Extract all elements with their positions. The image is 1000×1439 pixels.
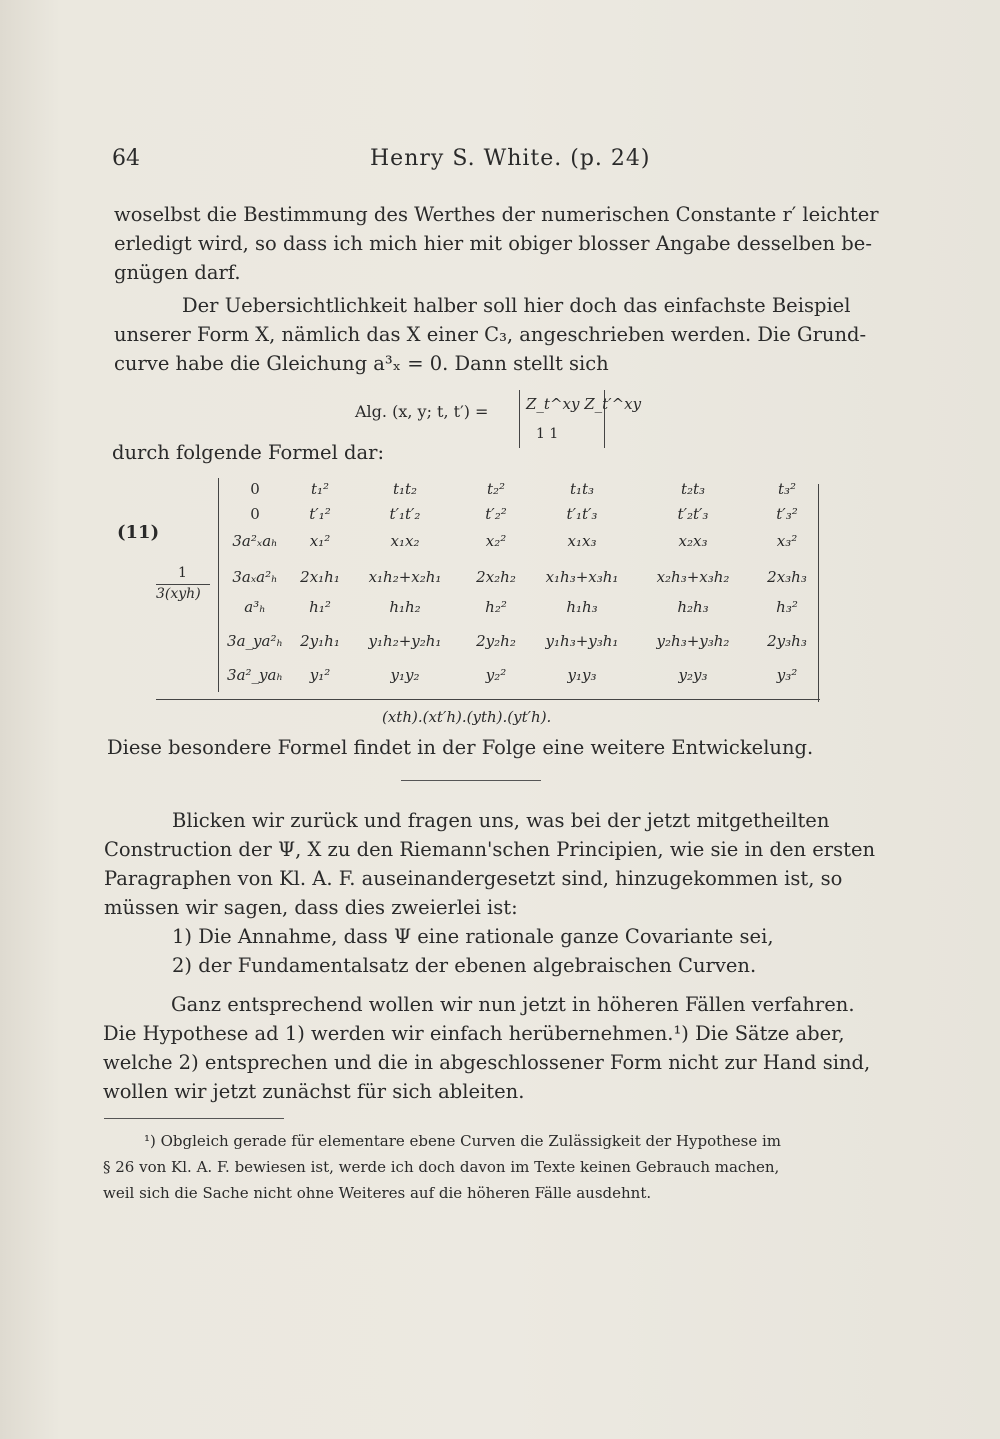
determinant-cell: 3a²ₓaₕ xyxy=(232,532,278,550)
determinant-cell: a³ₕ xyxy=(244,598,266,616)
paragraph-1 xyxy=(114,200,879,287)
equation-number: (11) xyxy=(117,522,160,543)
determinant-cell: y₂h₃+y₃h₂ xyxy=(656,632,730,650)
determinant-cell: y₁y₂ xyxy=(390,666,420,684)
prefactor-denominator: 3(xyh) xyxy=(156,586,201,602)
list-item-2: 2) der Fundamentalsatz der ebenen algebraischen Curven. xyxy=(172,954,757,977)
page-number: 64 xyxy=(112,146,140,171)
text-line: wollen wir jetzt zunächst für sich ableiten. xyxy=(103,1080,525,1103)
determinant-cell: 3a_ya²ₕ xyxy=(227,632,283,650)
determinant-cell: t′₁t′₂ xyxy=(389,505,421,523)
text-line: welche 2) entsprechen und die in abgeschlossener Form nicht zur Hand sind, xyxy=(103,1051,871,1074)
determinant-cell: y₁h₂+y₂h₁ xyxy=(368,632,442,650)
determinant-cell: t′₁t′₃ xyxy=(566,505,598,523)
text-line: Construction der Ψ, X zu den Riemann'schen Principien, wie sie in den ersten xyxy=(104,838,876,861)
paragraph-2 xyxy=(114,291,866,378)
determinant-cell: t₁t₃ xyxy=(569,480,595,498)
determinant-cell: t′₂t′₃ xyxy=(677,505,709,523)
determinant-cell: y₁y₃ xyxy=(567,666,597,684)
determinant-cell: t₁² xyxy=(310,480,330,498)
determinant-cell: 2x₁h₁ xyxy=(300,568,340,586)
footnote xyxy=(103,1128,782,1206)
footnote-line: ¹) Obgleich gerade für elementare ebene Curven die Zulässigkeit der Hypothese im xyxy=(144,1132,782,1150)
determinant-cell: x₃² xyxy=(776,532,798,550)
determinant-cell: 2y₃h₃ xyxy=(767,632,807,650)
determinant-cell: x₂² xyxy=(485,532,507,550)
paragraph-2-end xyxy=(112,438,384,467)
determinant-cell: 0 xyxy=(250,505,260,523)
text-line: Blicken wir zurück und fragen uns, was bei der jetzt mitgetheilten xyxy=(172,809,830,832)
determinant-cell: 3aₓa²ₕ xyxy=(232,568,278,586)
determinant-cell: 2x₂h₂ xyxy=(476,568,516,586)
determinant-cell: y₁² xyxy=(309,666,331,684)
determinant-cell: t′₂² xyxy=(485,505,507,523)
text-line: unserer Form X, nämlich das X einer C₃, angeschrieben werden. Die Grund- xyxy=(114,323,867,346)
prefactor-numerator: 1 xyxy=(178,565,187,581)
text-line: Ganz entsprechend wollen wir nun jetzt in höheren Fällen verfahren. xyxy=(171,993,855,1016)
determinant-cell: t′₃² xyxy=(776,505,798,523)
determinant-cell: h₁² xyxy=(309,598,331,616)
text-line: Die Hypothese ad 1) werden wir einfach herübernehmen.¹) Die Sätze aber, xyxy=(103,1022,845,1045)
text-line: Der Uebersichtlichkeit halber soll hier doch das einfachste Beispiel xyxy=(182,294,851,317)
alg-label: Alg. (x, y; t, t′) = xyxy=(355,402,489,421)
determinant-cell: h₂h₃ xyxy=(677,598,709,616)
footnote-rule xyxy=(104,1118,284,1119)
paragraph-5 xyxy=(103,990,870,1106)
determinant-cell: t₁t₂ xyxy=(392,480,418,498)
determinant-cell: 3a²_yaₕ xyxy=(227,666,283,684)
paragraph-4 xyxy=(104,806,875,980)
determinant-left-bar xyxy=(218,478,219,692)
determinant-cell: x₁x₃ xyxy=(567,532,597,550)
determinant-cell: h₁h₃ xyxy=(566,598,598,616)
determinant-cell: y₁h₃+y₃h₁ xyxy=(545,632,619,650)
determinant-cell: x₂h₃+x₃h₂ xyxy=(656,568,730,586)
determinant-cell: t₃² xyxy=(777,480,797,498)
list-item-1: 1) Die Annahme, dass Ψ eine rationale ganze Covariante sei, xyxy=(172,925,774,948)
alg-matrix-bottom: 1 1 xyxy=(536,426,559,442)
alg-matrix-top: Z_t^xy Z_t′^xy xyxy=(526,395,642,413)
prefactor-bar xyxy=(156,584,210,585)
determinant-cell: x₁² xyxy=(309,532,331,550)
divisor: (xth).(xt′h).(yth).(yt′h). xyxy=(382,708,552,726)
fraction-bar xyxy=(156,699,820,700)
text-line: curve habe die Gleichung a³ₓ = 0. Dann stellt sich xyxy=(114,352,609,375)
determinant-cell: t′₁² xyxy=(309,505,331,523)
text-line: woselbst die Bestimmung des Werthes der numerischen Constante r′ leichter xyxy=(114,203,879,226)
determinant-cell: x₁x₂ xyxy=(390,532,420,550)
determinant-right-bar xyxy=(818,484,819,702)
footnote-line: § 26 von Kl. A. F. bewiesen ist, werde ich doch davon im Texte keinen Gebrauch machen, xyxy=(103,1158,780,1176)
text-line: müssen wir sagen, dass dies zweierlei ist: xyxy=(104,896,518,919)
determinant-cell: h₂² xyxy=(485,598,507,616)
determinant-cell: y₂² xyxy=(485,666,507,684)
determinant-cell: h₁h₂ xyxy=(389,598,421,616)
determinant-cell: 0 xyxy=(250,480,260,498)
matrix-bar-left xyxy=(519,390,520,448)
determinant-cell: 2y₂h₂ xyxy=(476,632,516,650)
determinant-cell: 2y₁h₁ xyxy=(300,632,340,650)
text-line: Paragraphen von Kl. A. F. auseinandergesetzt sind, hinzugekommen ist, so xyxy=(104,867,843,890)
determinant-cell: t₂² xyxy=(486,480,506,498)
determinant-cell: x₂x₃ xyxy=(678,532,708,550)
paragraph-3 xyxy=(107,733,813,762)
determinant-cell: x₁h₂+x₂h₁ xyxy=(368,568,442,586)
determinant-cell: x₁h₃+x₃h₁ xyxy=(545,568,619,586)
determinant-cell: y₃² xyxy=(776,666,798,684)
text-line: durch folgende Formel dar: xyxy=(112,441,385,464)
text-line: erledigt wird, so dass ich mich hier mit obiger blosser Angabe desselben be- xyxy=(114,232,872,255)
section-rule xyxy=(401,780,541,781)
determinant-cell: t₂t₃ xyxy=(680,480,706,498)
text-line: Diese besondere Formel findet in der Folge eine weitere Entwickelung. xyxy=(107,736,814,759)
determinant-cell: h₃² xyxy=(776,598,798,616)
determinant-cell: 2x₃h₃ xyxy=(767,568,807,586)
footnote-line: weil sich die Sache nicht ohne Weiteres auf die höheren Fälle ausdehnt. xyxy=(103,1184,652,1202)
text-line: gnügen darf. xyxy=(114,261,241,284)
running-head: Henry S. White. (p. 24) xyxy=(370,146,651,171)
determinant-cell: y₂y₃ xyxy=(678,666,708,684)
